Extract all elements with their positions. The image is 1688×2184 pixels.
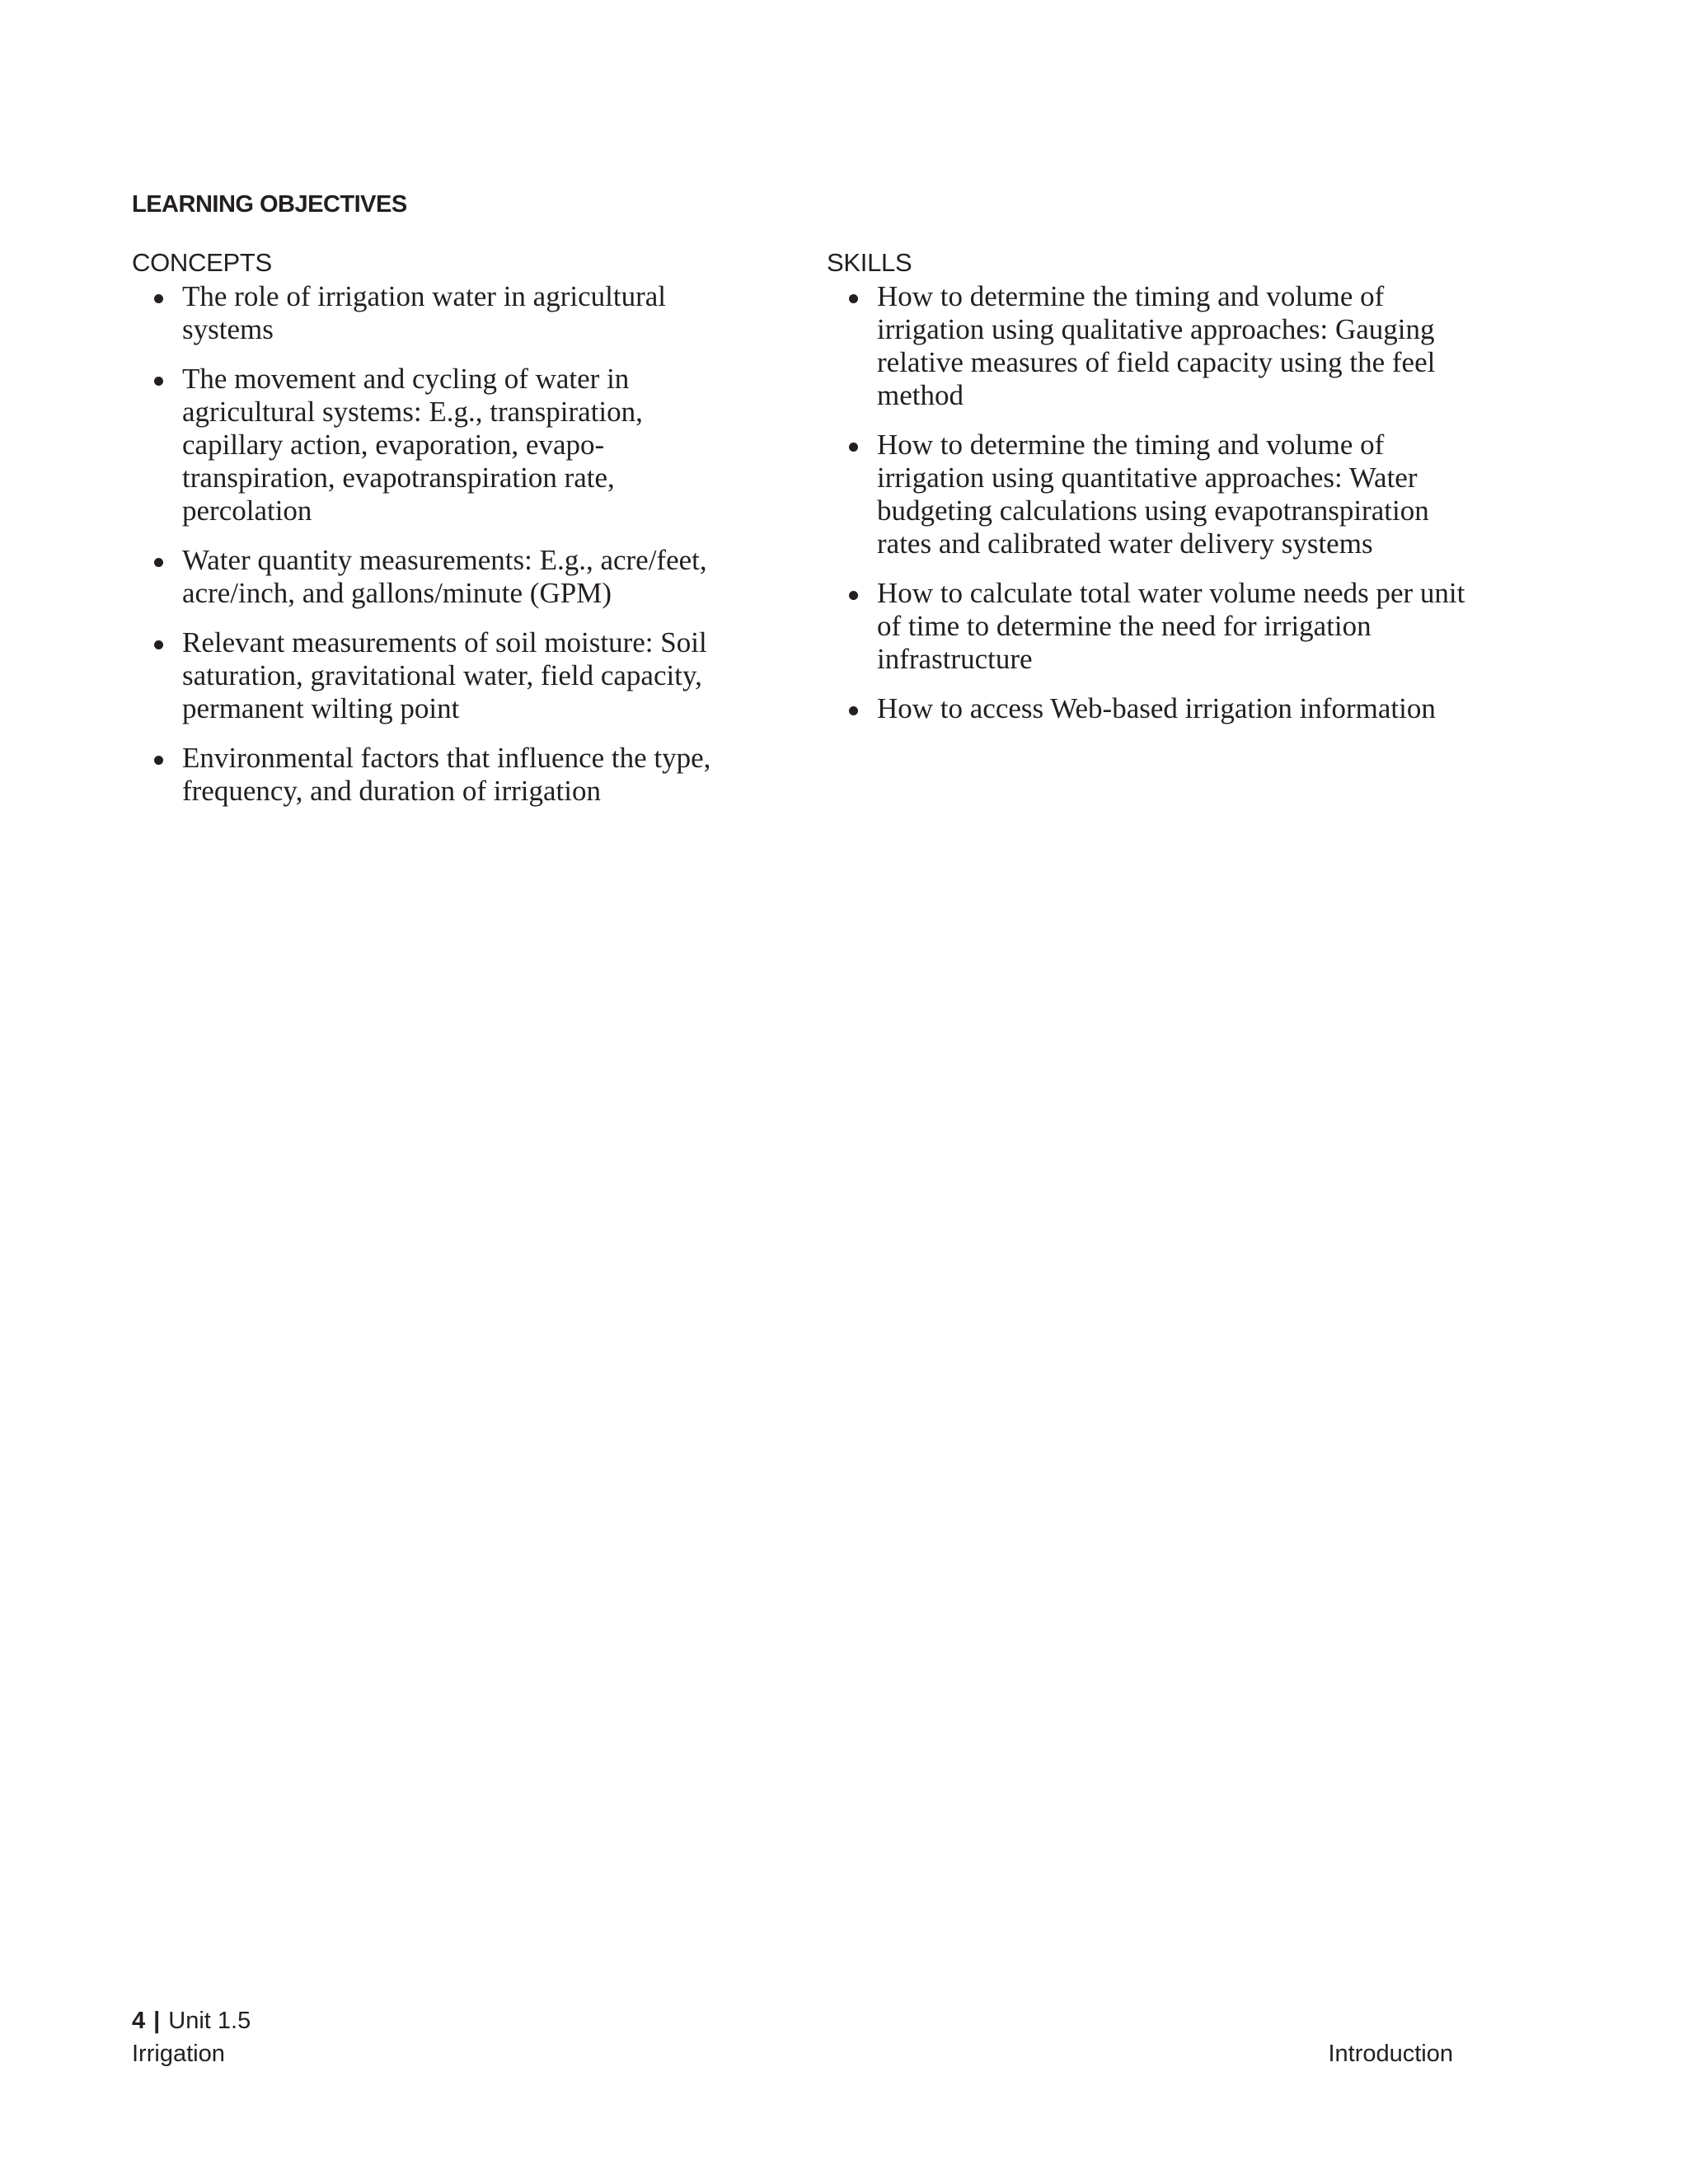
unit-label: Unit 1.5 [168, 2008, 251, 2034]
bullet-icon [849, 706, 858, 715]
skills-title: SKILLS [827, 248, 912, 277]
footer-page-line [132, 2004, 251, 2037]
list-item-text: How to determine the timing and volume of irrigation using quantitative approaches: Water budgeting calculations using evapotranspiration rates and calibrated water delivery systems [877, 429, 1429, 560]
skills-column [827, 247, 1486, 742]
bullet-icon [154, 640, 163, 649]
list-item-text: Water quantity measurements: E.g., acre/feet, acre/inch, and gallons/minute (GPM) [182, 544, 707, 609]
bullet-icon [154, 377, 163, 386]
concepts-title: CONCEPTS [132, 248, 272, 277]
list-item [827, 692, 1486, 725]
bullet-icon [849, 591, 858, 600]
list-item-text: How to calculate total water volume needs per unit of time to determine the need for irrigation infrastructure [877, 577, 1465, 675]
bullet-icon [849, 443, 858, 452]
list-item-text: The role of irrigation water in agricultural systems [182, 280, 666, 345]
unit-title: Irrigation [132, 2041, 225, 2067]
page-number: 4 [132, 2008, 146, 2034]
footer-separator: | [153, 2008, 161, 2034]
concepts-column [132, 247, 742, 824]
skills-list [827, 280, 1486, 725]
list-item [827, 429, 1486, 560]
list-item-text: Environmental factors that influence the type, frequency, and duration of irrigation [182, 742, 711, 807]
list-item [132, 363, 742, 527]
section-heading: LEARNING OBJECTIVES [132, 191, 407, 218]
list-item [132, 742, 742, 808]
list-item [132, 626, 742, 725]
concepts-list [132, 280, 742, 808]
list-item-text: The movement and cycling of water in agricultural systems: E.g., transpiration, capillary action, evaporation, evapo-transpiration, evapotranspiration rate, percolation [182, 363, 643, 527]
bullet-icon [154, 756, 163, 765]
bullet-icon [154, 294, 163, 303]
bullet-icon [849, 294, 858, 303]
list-item [132, 544, 742, 610]
list-item [827, 577, 1486, 676]
list-item-text: Relevant measurements of soil moisture: Soil saturation, gravitational water, field capacity, permanent wilting point [182, 626, 707, 724]
list-item [827, 280, 1486, 412]
footer-section: Introduction [1328, 2041, 1453, 2067]
footer-left [132, 2004, 251, 2070]
list-item-text: How to access Web-based irrigation information [877, 692, 1436, 724]
list-item-text: How to determine the timing and volume of irrigation using qualitative approaches: Gauging relative measures of field capacity using the feel method [877, 280, 1436, 411]
list-item [132, 280, 742, 346]
bullet-icon [154, 558, 163, 567]
